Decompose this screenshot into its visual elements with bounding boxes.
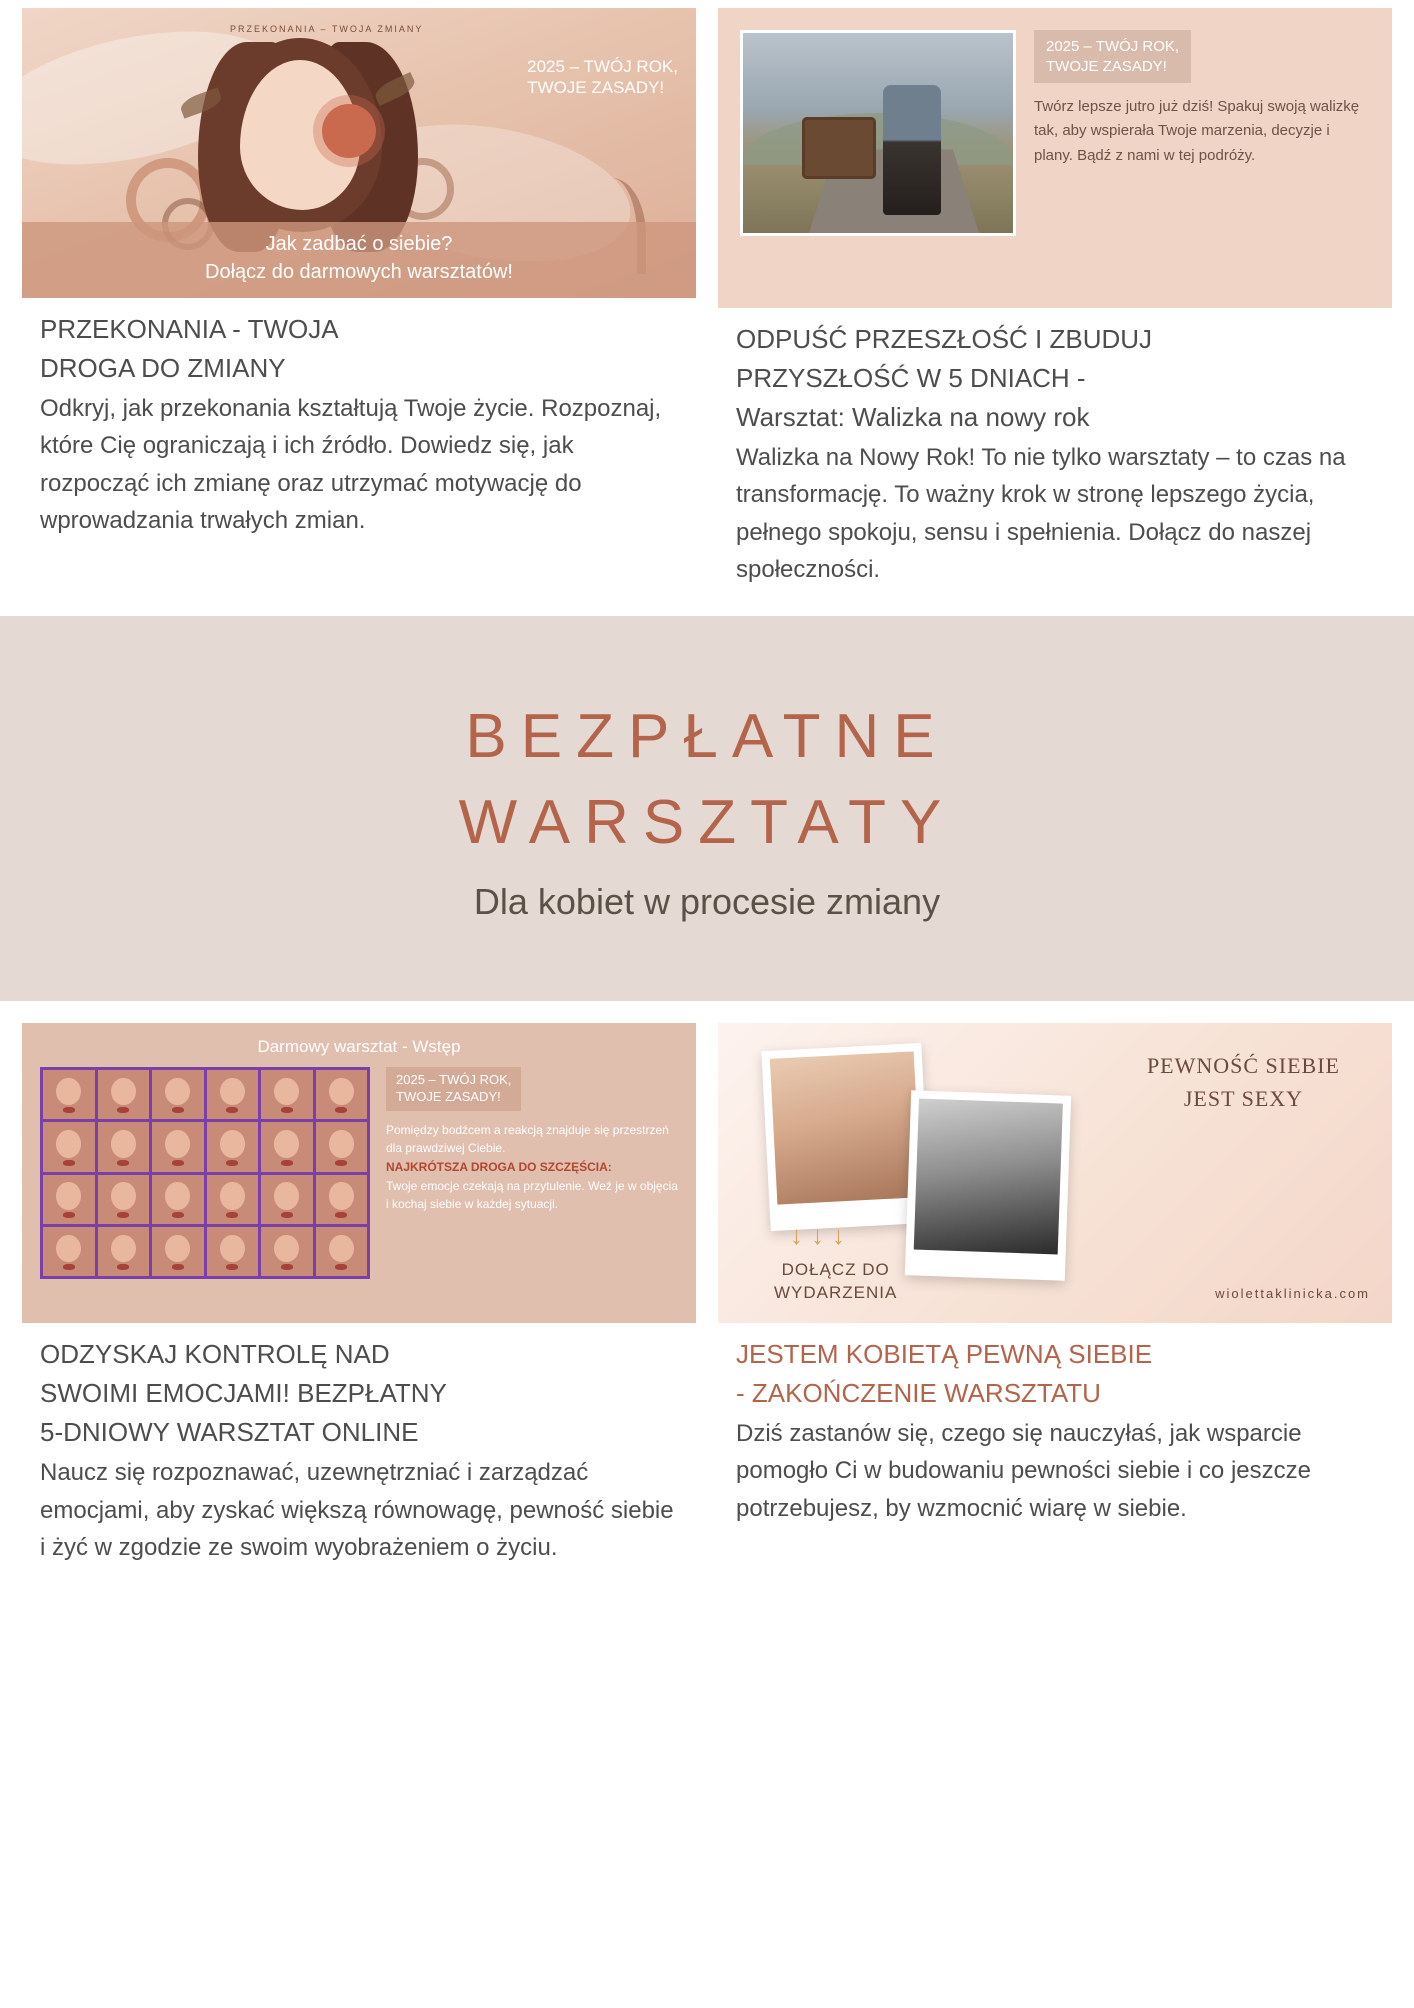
card-body [22, 1323, 696, 1576]
banner-header: Darmowy warsztat - Wstęp [257, 1037, 461, 1057]
emotion-tile [261, 1175, 313, 1224]
card-description: Naucz się rozpoznawać, uzewnętrzniać i zarządzać emocjami, aby zyskać większą równowagę, pewność siebie i żyć w zgodzie ze swoim wyobrażeniem o życiu. [40, 1459, 674, 1561]
banner-top-tag: PRZEKONANIA – TWOJA ZMIANY [230, 24, 424, 34]
banner-title-line2: JEST SEXY [1183, 1086, 1304, 1112]
emotion-tile [98, 1175, 150, 1224]
emotion-photo-grid [40, 1067, 370, 1279]
banner-strip-line1: Jak zadbać o siebie? [265, 233, 453, 255]
workshops-page [0, 8, 1414, 2008]
card-title-line3: Warsztat: Walizka na nowy rok [736, 402, 1090, 433]
card-banner-image-3 [22, 1023, 696, 1323]
emotion-tile [261, 1227, 313, 1276]
emotion-tile [152, 1122, 204, 1171]
emotion-tile [98, 1070, 150, 1119]
card-title-line2: - ZAKOŃCZENIE WARSZTATU [736, 1378, 1101, 1409]
card-banner-image-4 [718, 1023, 1392, 1323]
banner-badge [1034, 30, 1191, 83]
card-title-line3: 5-DNIOWY WARSZTAT ONLINE [40, 1417, 419, 1448]
banner-bottom-strip [22, 222, 696, 298]
banner-text-panel [1034, 30, 1370, 286]
photo-suitcase [802, 117, 876, 179]
emotion-tile [43, 1122, 95, 1171]
card-description: Dziś zastanów się, czego się nauczyłaś, jak wsparcie pomogło Ci w budowaniu pewności siebie i co jeszcze potrzebujesz, by wzmocnić wiarę w siebie. [736, 1420, 1311, 1522]
banner-strip-line2: Dołącz do darmowych warsztatów! [205, 261, 513, 283]
workshop-card-walizka[interactable] [718, 8, 1392, 598]
card-description: Odkryj, jak przekonania kształtują Twoje życie. Rozpoznaj, które Cię ograniczają i ich źródło. Dowiedz się, jak rozpocząć ich zmianę oraz utrzymać motywację do wprowadzania trwałych zmian. [40, 395, 662, 534]
banner-paragraph-highlight: NAJKRÓTSZA DROGA DO SZCZĘŚCIA: [386, 1160, 612, 1174]
polaroid-photo-blonde [761, 1043, 930, 1231]
card-title-line2: SWOIMI EMOCJAMI! BEZPŁATNY [40, 1378, 447, 1409]
emotion-tile [207, 1227, 259, 1276]
banner-badge-line2: TWOJE ZASADY! [396, 1088, 501, 1104]
banner-inner [40, 1067, 678, 1279]
workshop-card-przekonania[interactable] [22, 8, 696, 598]
emotion-tile [98, 1227, 150, 1276]
banner-title-line1: PEWNOŚĆ SIEBIE [1146, 1053, 1340, 1079]
card-body [718, 308, 1392, 598]
polaroid-image [914, 1099, 1063, 1255]
banner-photo-traveler [740, 30, 1016, 236]
card-title-line1: JESTEM KOBIETĄ PEWNĄ SIEBIE [736, 1339, 1153, 1370]
hero-banner [0, 616, 1414, 1001]
banner-badge [386, 1067, 521, 1111]
emotion-tile [43, 1175, 95, 1224]
emotion-tile [98, 1122, 150, 1171]
banner-corner-tag-line2: TWOJE ZASADY! [527, 78, 665, 98]
card-description: Walizka na Nowy Rok! To nie tylko warsztaty – to czas na transformację. To ważny krok w stronę lepszego życia, pełnego spokoju, sensu i spełnienia. Dołącz do naszej społeczności. [736, 444, 1346, 583]
polaroid-image [770, 1051, 921, 1204]
banner-website: wiolettaklinicka.com [1215, 1286, 1370, 1302]
emotion-tile [43, 1227, 95, 1276]
arrow-down-icon: ↓↓↓ [790, 1220, 853, 1251]
emotion-tile [152, 1175, 204, 1224]
cards-row-top [0, 8, 1414, 598]
emotion-tile [152, 1227, 204, 1276]
banner-paragraph-part1: Pomiędzy bodźcem a reakcją znajduje się przestrzeń dla prawdziwej Ciebie. [386, 1122, 669, 1156]
emotion-tile [316, 1122, 368, 1171]
card-body [718, 1323, 1392, 1537]
banner-cta [774, 1259, 897, 1305]
card-title-line2: DROGA DO ZMIANY [40, 353, 286, 384]
emotion-tile [316, 1227, 368, 1276]
card-banner-image-1 [22, 8, 696, 298]
emotion-tile [261, 1070, 313, 1119]
banner-badge-line2: TWOJE ZASADY! [1046, 57, 1167, 75]
workshop-card-emocje[interactable] [22, 1023, 696, 1576]
card-title-line2: PRZYSZŁOŚĆ W 5 DNIACH - [736, 363, 1086, 394]
cards-row-bottom [0, 1023, 1414, 1576]
banner-badge-line1: 2025 – TWÓJ ROK, [1046, 38, 1180, 55]
banner-paragraph-part2: Twoje emocje czekają na przytulenie. Weź je w objęcia i kochaj siebie w każdej sytuacji. [386, 1178, 678, 1212]
banner-cta-line2: WYDARZENIA [774, 1283, 898, 1303]
banner-cta-line1: DOŁĄCZ DO [781, 1260, 890, 1280]
card-title-line1: ODZYSKAJ KONTROLĘ NAD [40, 1339, 390, 1370]
banner-text-panel [386, 1067, 678, 1279]
photo-woman-legs [883, 85, 941, 215]
hero-title [459, 694, 956, 865]
emotion-tile [316, 1175, 368, 1224]
flower-icon [322, 104, 376, 158]
emotion-tile [43, 1070, 95, 1119]
card-body [22, 298, 696, 549]
emotion-tile [261, 1122, 313, 1171]
banner-paragraph: Twórz lepsze jutro już dziś! Spakuj swoją walizkę tak, aby wspierała Twoje marzenia, decyzje i plany. Bądź z nami w tej podróży. [1034, 98, 1360, 164]
polaroid-photo-bw [905, 1090, 1071, 1280]
hero-title-line1: BEZPŁATNE [465, 701, 949, 771]
workshop-card-pewnosc-siebie[interactable] [718, 1023, 1392, 1576]
card-title-line1: PRZEKONANIA - TWOJA [40, 314, 339, 344]
banner-badge-line1: 2025 – TWÓJ ROK, [396, 1072, 512, 1088]
banner-paragraph [386, 1121, 678, 1214]
emotion-tile [152, 1070, 204, 1119]
hero-title-line2: WARSZTATY [458, 787, 956, 857]
hero-subtitle: Dla kobiet w procesie zmiany [473, 881, 941, 923]
card-banner-image-2 [718, 8, 1392, 308]
emotion-tile [207, 1122, 259, 1171]
emotion-tile [207, 1175, 259, 1224]
card-title-line1: ODPUŚĆ PRZESZŁOŚĆ I ZBUDUJ [736, 324, 1153, 354]
banner-corner-tag-line1: 2025 – TWÓJ ROK, [527, 57, 678, 76]
banner-corner-tag [527, 56, 678, 99]
banner-title [1147, 1049, 1340, 1115]
emotion-tile [316, 1070, 368, 1119]
emotion-tile [207, 1070, 259, 1119]
